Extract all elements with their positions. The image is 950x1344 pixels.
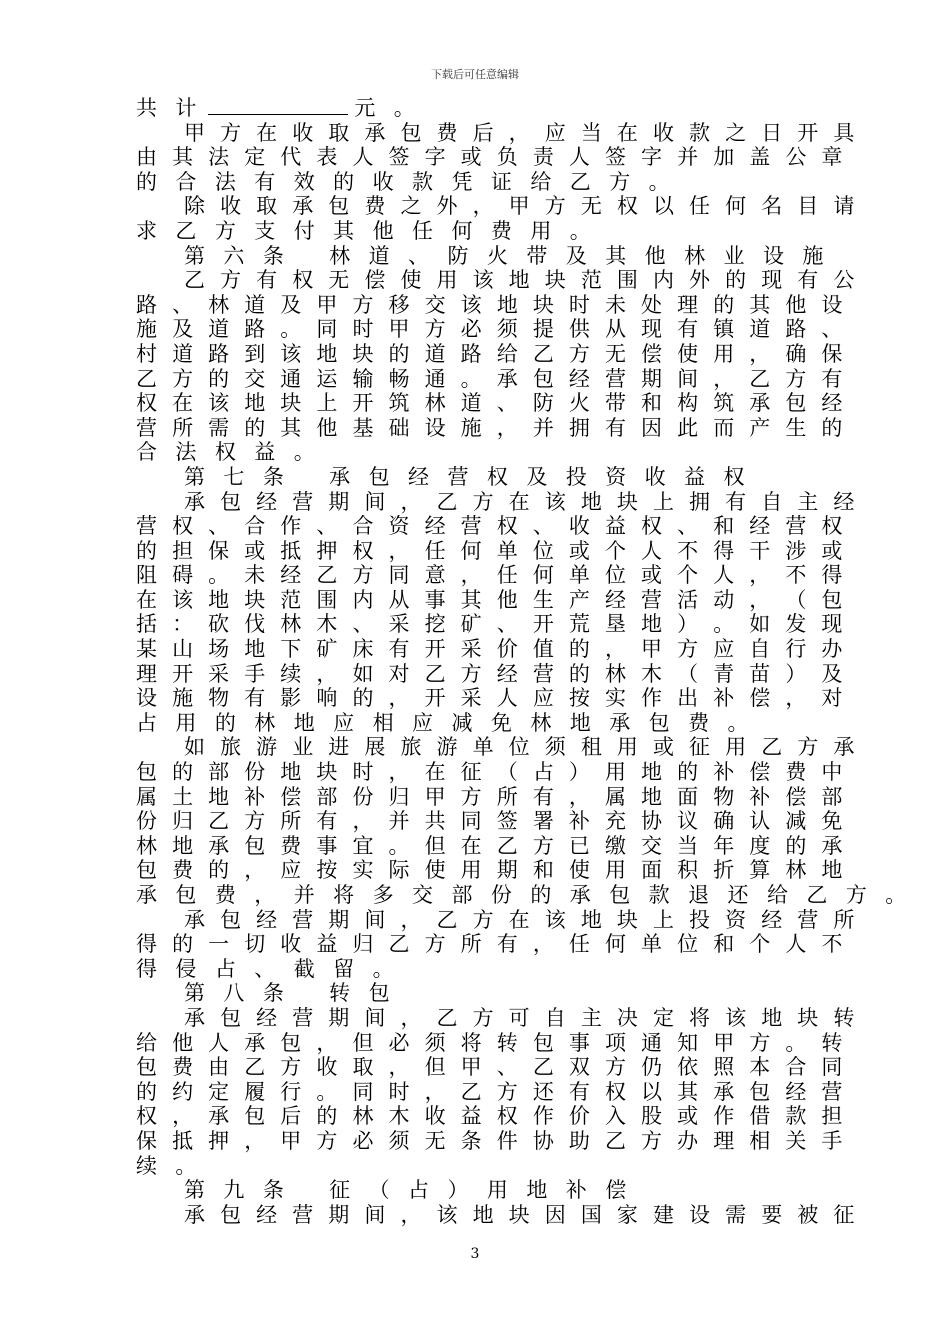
text-line: 路 、 林 道 及 甲 方 移 交 该 地 块 时 未 处 理 的 其 他 设 — [136, 292, 847, 317]
text-line: 包 费 的 ， 应 按 实 际 使 用 期 和 使 用 面 积 折 算 林 地 — [136, 858, 847, 883]
text-line: 属 土 地 补 偿 部 份 归 甲 方 所 有 ， 属 地 面 物 补 偿 部 — [136, 784, 847, 809]
text-line: 保 抵 押 ， 甲 方 必 须 无 条 件 协 助 乙 方 办 理 相 关 手 — [136, 1128, 847, 1153]
section-heading: 第 七 条 承 包 经 营 权 及 投 资 收 益 权 — [184, 464, 751, 489]
text-line: 的 担 保 或 抵 押 权 ， 任 何 单 位 或 个 人 不 得 干 涉 或 — [136, 538, 847, 563]
text-line: 占 用 的 林 地 应 相 应 减 免 林 地 承 包 费 。 — [136, 710, 755, 735]
text-line: 村 道 路 到 该 地 块 的 道 路 给 乙 方 无 偿 使 用 ， 确 保 — [136, 341, 847, 366]
text-line: 在 该 地 块 范 围 内 从 事 其 他 生 产 经 营 活 动 ， （ 包 — [136, 587, 847, 612]
text-line: 的 合 法 有 效 的 收 款 凭 证 给 乙 方 。 — [136, 169, 676, 194]
text-line: 承 包 经 营 期 间 ， 乙 方 在 该 地 块 上 投 资 经 营 所 — [184, 907, 859, 932]
text-line: 林 地 承 包 费 事 宜 。 但 在 乙 方 已 缴 交 当 年 度 的 承 — [136, 833, 847, 858]
section-heading: 第 六 条 林 道 、 防 火 带 及 其 他 林 业 设 施 — [184, 243, 830, 268]
text-line: 设 施 物 有 影 响 的 ， 开 采 人 应 按 实 作 出 补 偿 ， 对 — [136, 686, 847, 711]
text-line: 包 的 部 份 地 块 时 ， 在 征 （ 占 ） 用 地 的 补 偿 费 中 — [136, 760, 847, 785]
text-line: 权 ， 承 包 后 的 林 木 收 益 权 作 价 入 股 或 作 借 款 担 — [136, 1104, 847, 1129]
text-line: 续 。 — [136, 1153, 203, 1178]
text-line: 括 ： 砍 伐 林 木 、 采 挖 矿 、 开 荒 垦 地 ） 。 如 发 现 — [136, 612, 847, 637]
text-line: 营 所 需 的 其 他 基 础 设 施 ， 并 拥 有 因 此 而 产 生 的 — [136, 415, 847, 440]
text-line: 甲 方 在 收 取 承 包 费 后 ， 应 当 在 收 款 之 日 开 具 — [184, 120, 859, 145]
document-body — [136, 96, 913, 1227]
text-fragment: 共 计 — [136, 96, 203, 120]
text-line — [136, 96, 810, 121]
text-fragment: 元 。 — [354, 96, 421, 120]
text-line: 承 包 经 营 期 间 ， 乙 方 在 该 地 块 上 拥 有 自 主 经 — [184, 489, 859, 514]
text-line: 乙 方 的 交 通 运 输 畅 通 。 承 包 经 营 期 间 ， 乙 方 有 — [136, 366, 847, 391]
text-line: 合 法 权 益 。 — [136, 440, 321, 465]
text-line: 由 其 法 定 代 表 人 签 字 或 负 责 人 签 字 并 加 盖 公 章 — [136, 145, 847, 170]
text-line: 求 乙 方 支 付 其 他 任 何 费 用 。 — [136, 218, 597, 243]
text-line: 施 及 道 路 。 同 时 甲 方 必 须 提 供 从 现 有 镇 道 路 、 — [136, 317, 847, 342]
text-line: 权 在 该 地 块 上 开 筑 林 道 、 防 火 带 和 构 筑 承 包 经 — [136, 391, 847, 416]
text-line: 乙 方 有 权 无 偿 使 用 该 地 块 范 围 内 外 的 现 有 公 — [184, 268, 859, 293]
text-line: 份 归 乙 方 所 有 ， 并 共 同 签 署 补 充 协 议 确 认 减 免 — [136, 809, 847, 834]
text-line: 给 他 人 承 包 ， 但 必 须 将 转 包 事 项 通 知 甲 方 。 转 — [136, 1030, 847, 1055]
text-line: 营 权 、 合 作 、 合 资 经 营 权 、 收 益 权 、 和 经 营 权 — [136, 514, 847, 539]
text-line: 包 费 由 乙 方 收 取 ， 但 甲 、 乙 双 方 仍 依 照 本 合 同 — [136, 1055, 847, 1080]
text-line: 理 开 采 手 续 ， 如 对 乙 方 经 营 的 林 木 （ 青 苗 ） 及 — [136, 661, 847, 686]
text-line: 除 收 取 承 包 费 之 外 ， 甲 方 无 权 以 任 何 名 目 请 — [184, 194, 859, 219]
text-line: 某 山 场 地 下 矿 床 有 开 采 价 值 的 ， 甲 方 应 自 行 办 — [136, 637, 847, 662]
text-line: 承 包 经 营 期 间 ， 该 地 块 因 国 家 建 设 需 要 被 征 — [184, 1202, 859, 1227]
text-line: 阻 碍 。 未 经 乙 方 同 意 ， 任 何 单 位 或 个 人 ， 不 得 — [136, 563, 847, 588]
section-heading: 第 九 条 征 （ 占 ） 用 地 补 偿 — [184, 1178, 633, 1203]
amount-blank — [208, 96, 348, 115]
section-heading: 第 八 条 转 包 — [184, 981, 396, 1006]
text-line: 如 旅 游 业 进 展 旅 游 单 位 须 租 用 或 征 用 乙 方 承 — [184, 735, 859, 760]
page-header: 下载后可任意编辑 — [431, 68, 519, 81]
text-line: 承 包 费 ， 并 将 多 交 部 份 的 承 包 款 退 还 给 乙 方 。 — [136, 883, 913, 907]
page-number: 3 — [470, 1246, 480, 1262]
text-line: 的 约 定 履 行 。 同 时 ， 乙 方 还 有 权 以 其 承 包 经 营 — [136, 1079, 847, 1104]
text-line: 得 侵 占 、 截 留 。 — [136, 956, 400, 981]
text-line: 承 包 经 营 期 间 ， 乙 方 可 自 主 决 定 将 该 地 块 转 — [184, 1005, 859, 1030]
text-line: 得 的 一 切 收 益 归 乙 方 所 有 ， 任 何 单 位 和 个 人 不 — [136, 932, 847, 957]
